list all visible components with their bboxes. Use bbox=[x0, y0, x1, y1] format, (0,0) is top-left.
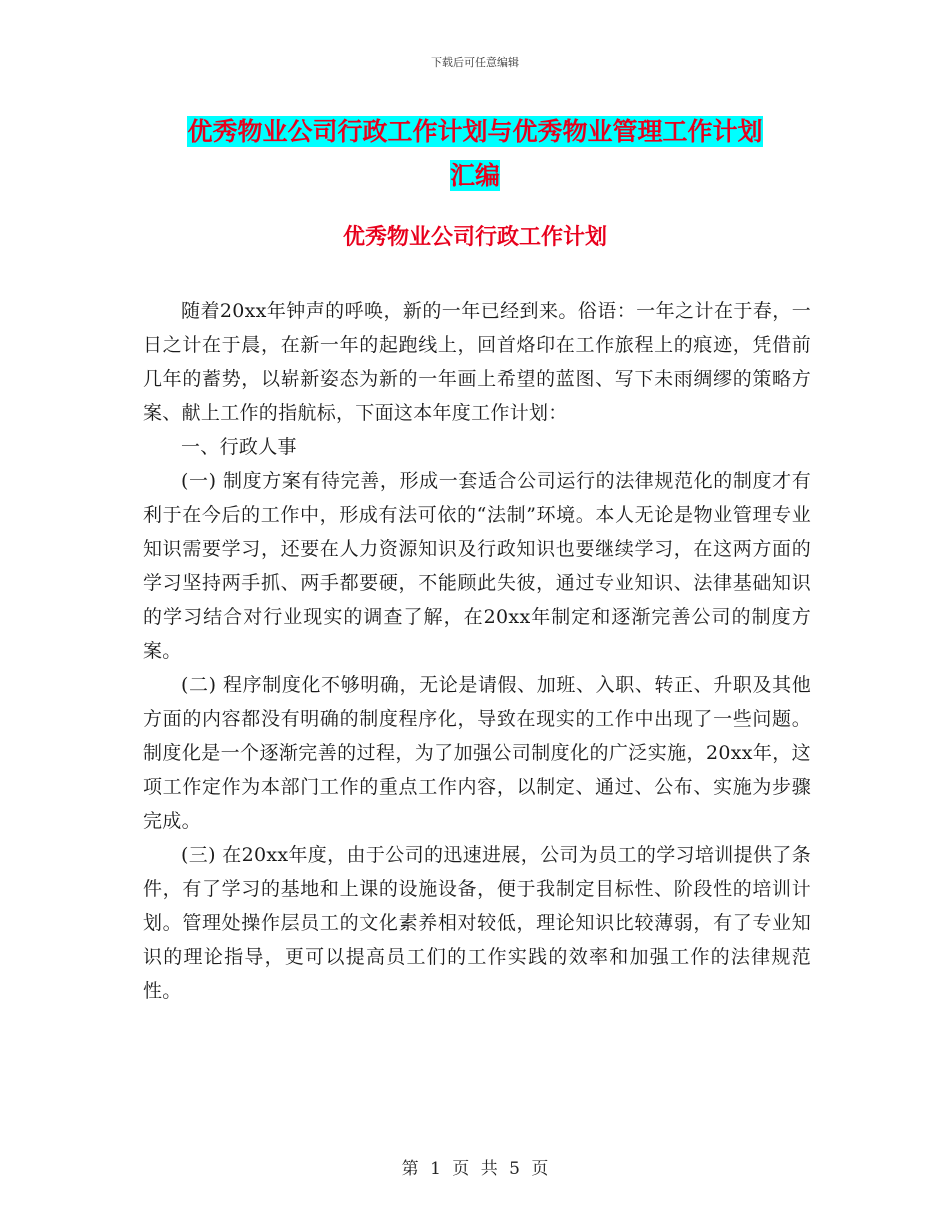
paragraph-item-2: (二) 程序制度化不够明确，无论是请假、加班、入职、转正、升职及其他方面的内容都没有明确的制度程序化，导致在现实的工作中出现了一些问题。制度化是一个逐渐完善的过程，为了加强公司制度化的广泛实施，20xx年，这项工作定作为本部门工作的重点工作内容，以制定、通过、公布、实施为步骤完成。 bbox=[143, 674, 811, 832]
paragraph-item-1: (一) 制度方案有待完善，形成一套适合公司运行的法律规范化的制度才有利于在今后的工作中，形成有法可依的“法制”环境。本人无论是物业管理专业知识需要学习，还要在人力资源知识及行政知识也要继续学习，在这两方面的学习坚持两手抓、两手都要硬，不能顾此失彼，通过专业知识、法律基础知识的学习结合对行业现实的调查了解，在20xx年制定和逐渐完善公司的制度方案。 bbox=[143, 470, 811, 662]
heading-admin-personnel: 一、行政人事 bbox=[181, 436, 297, 458]
document-title bbox=[140, 110, 810, 198]
document-title-line1: 优秀物业公司行政工作计划与优秀物业管理工作计划 bbox=[187, 117, 763, 146]
header-note: 下载后可任意编辑 bbox=[431, 56, 519, 69]
document-title-line2: 汇编 bbox=[449, 161, 500, 190]
paragraph-intro: 随着20xx年钟声的呼唤，新的一年已经到来。俗语：一年之计在于春，一日之计在于晨，在新一年的起跑线上，回首烙印在工作旅程上的痕迹，凭借前几年的蓄势，以崭新姿态为新的一年画上希望的蓝图、写下未雨绸缪的策略方案、献上工作的指航标，下面这本年度工作计划： bbox=[143, 300, 811, 424]
section-title: 优秀物业公司行政工作计划 bbox=[342, 224, 607, 250]
document-body bbox=[143, 294, 811, 1008]
page-number-footer: 第 1 页 共 5 页 bbox=[401, 1159, 549, 1179]
paragraph-item-3: (三) 在20xx年度，由于公司的迅速进展，公司为员工的学习培训提供了条件，有了学习的基地和上课的设施设备，便于我制定目标性、阶段性的培训计划。管理处操作层员工的文化素养相对较低，理论知识比较薄弱，有了专业知识的理论指导，更可以提高员工们的工作实践的效率和加强工作的法律规范性。 bbox=[143, 844, 811, 1002]
